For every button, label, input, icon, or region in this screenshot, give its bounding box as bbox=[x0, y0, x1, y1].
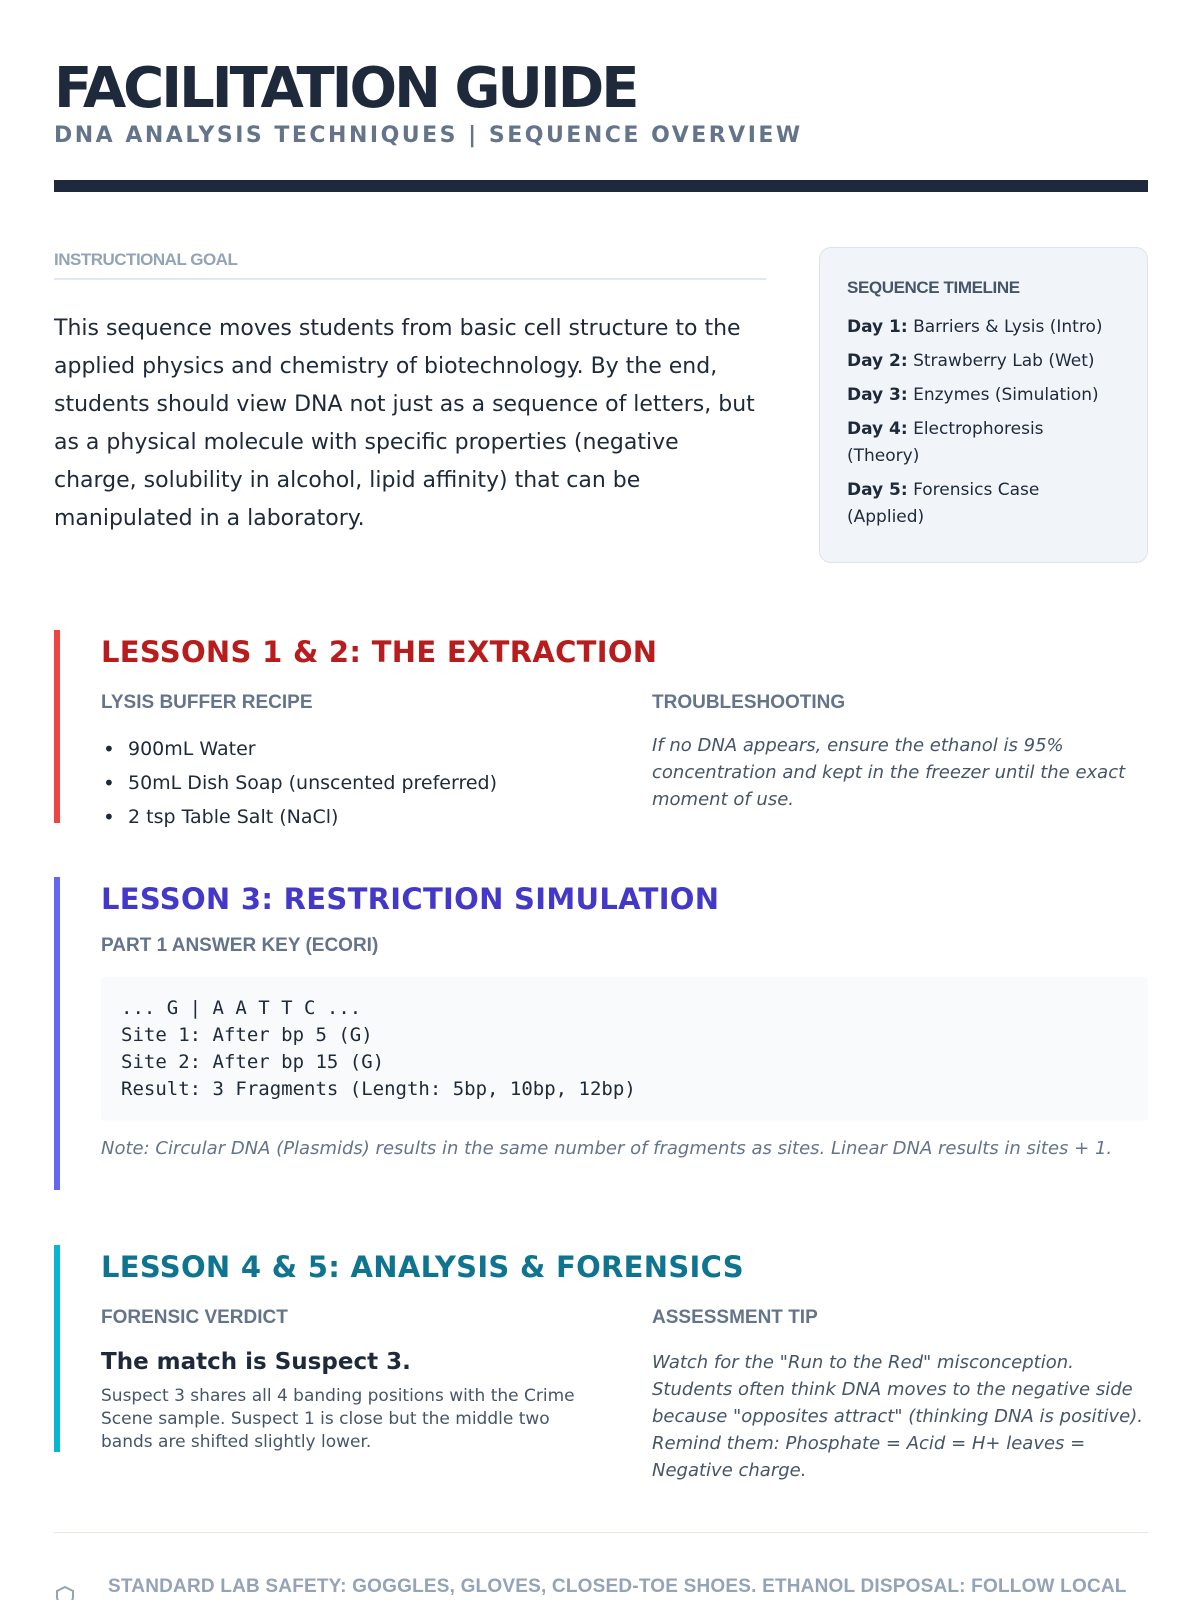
recipe-label: LYSIS BUFFER RECIPE bbox=[101, 692, 313, 713]
goal-text: This sequence moves students from basic cell structure to the applied physics and chemistry of biotechnology. By the end, students should view DNA not just as a sequence of letters, but as a physical molecule with specific properties (negative charge, solubility in alcohol, lipid affinity) that can be manipulated in a laboratory. bbox=[54, 316, 755, 531]
timeline-item-day5 bbox=[847, 477, 1120, 531]
code-line: Site 2: After bp 15 (G) bbox=[121, 1051, 385, 1073]
list-item: • 2 tsp Table Salt (NaCl) bbox=[101, 800, 601, 834]
section-extraction bbox=[54, 630, 1148, 828]
assessment-label: ASSESSMENT TIP bbox=[652, 1307, 818, 1328]
section-title: LESSONS 1 & 2: THE EXTRACTION bbox=[101, 635, 658, 669]
verdict-label: FORENSIC VERDICT bbox=[101, 1307, 288, 1328]
timeline-day-text: Strawberry Lab (Wet) bbox=[913, 351, 1095, 371]
code-line: Result: 3 Fragments (Length: 5bp, 10bp, 12bp) bbox=[121, 1078, 636, 1100]
timeline-title: SEQUENCE TIMELINE bbox=[847, 278, 1020, 297]
assessment-text: Watch for the "Run to the Red" misconception. Students often think DNA moves to the negative side because "opposites attract" (thinking DNA is positive). Remind them: Phosphate = Acid = H+ leaves = Negative charge. bbox=[652, 1352, 1143, 1481]
timeline-day-text: Barriers & Lysis (Intro) bbox=[913, 317, 1103, 337]
troubleshooting-column bbox=[652, 692, 1148, 813]
verdict-column bbox=[101, 1307, 601, 1454]
code-line: Site 1: After bp 5 (G) bbox=[121, 1024, 373, 1046]
section-title: LESSON 3: RESTRICTION SIMULATION bbox=[101, 882, 720, 916]
page-subtitle: DNA ANALYSIS TECHNIQUES | SEQUENCE OVERVIEW bbox=[54, 123, 803, 148]
section-accent-bar bbox=[54, 630, 60, 823]
troubleshooting-label: TROUBLESHOOTING bbox=[652, 692, 846, 713]
answer-key-code bbox=[101, 977, 1148, 1121]
list-item: • 50mL Dish Soap (unscented preferred) bbox=[101, 766, 601, 800]
timeline-day-text: Forensics Case (Applied) bbox=[847, 480, 1040, 527]
plasmid-note: Note: Circular DNA (Plasmids) results in the same number of fragments as sites. Linear DNA results in sites + 1. bbox=[101, 1138, 1113, 1159]
recipe-column bbox=[101, 692, 601, 834]
verdict-body: Suspect 3 shares all 4 banding positions with the Crime Scene sample. Suspect 1 is close but the middle two bands are shifted slightly lower. bbox=[101, 1386, 575, 1452]
footer-safety-text: STANDARD LAB SAFETY: GOGGLES, GLOVES, CLOSED-TOE SHOES. ETHANOL DISPOSAL: FOLLOW LOCAL bbox=[108, 1576, 1127, 1597]
shield-icon bbox=[54, 1585, 76, 1600]
list-item: • 900mL Water bbox=[101, 732, 601, 766]
section-forensics bbox=[54, 1245, 1148, 1481]
footer-divider bbox=[54, 1532, 1148, 1533]
section-restriction bbox=[54, 877, 1148, 1190]
timeline-item-day3 bbox=[847, 382, 1120, 409]
timeline-item-day1 bbox=[847, 314, 1120, 341]
timeline-day-label: Day 4: bbox=[847, 419, 908, 439]
timeline-day-label: Day 2: bbox=[847, 351, 908, 371]
code-line: ... G | A A T T C ... bbox=[121, 997, 362, 1019]
page-title: FACILITATION GUIDE bbox=[54, 56, 637, 121]
header-divider bbox=[54, 180, 1148, 192]
timeline-item-day4 bbox=[847, 416, 1120, 470]
answer-key-label: PART 1 ANSWER KEY (ECORI) bbox=[101, 935, 379, 956]
timeline-day-text: Electrophoresis (Theory) bbox=[847, 419, 1044, 466]
timeline-day-text: Enzymes (Simulation) bbox=[913, 385, 1099, 405]
timeline-day-label: Day 1: bbox=[847, 317, 908, 337]
goal-label: INSTRUCTIONAL GOAL bbox=[54, 250, 766, 280]
section-title: LESSON 4 & 5: ANALYSIS & FORENSICS bbox=[101, 1250, 744, 1284]
timeline-day-label: Day 3: bbox=[847, 385, 908, 405]
page bbox=[54, 0, 1148, 1600]
troubleshooting-text: If no DNA appears, ensure the ethanol is 95% concentration and kept in the freezer until the exact moment of use. bbox=[652, 735, 1126, 810]
recipe-list bbox=[101, 732, 601, 834]
section-accent-bar bbox=[54, 877, 60, 1190]
verdict-heading: The match is Suspect 3. bbox=[101, 1349, 411, 1375]
timeline-day-label: Day 5: bbox=[847, 480, 908, 500]
sequence-timeline bbox=[819, 247, 1148, 563]
assessment-column bbox=[652, 1307, 1148, 1484]
timeline-item-day2 bbox=[847, 348, 1120, 375]
section-accent-bar bbox=[54, 1245, 60, 1452]
